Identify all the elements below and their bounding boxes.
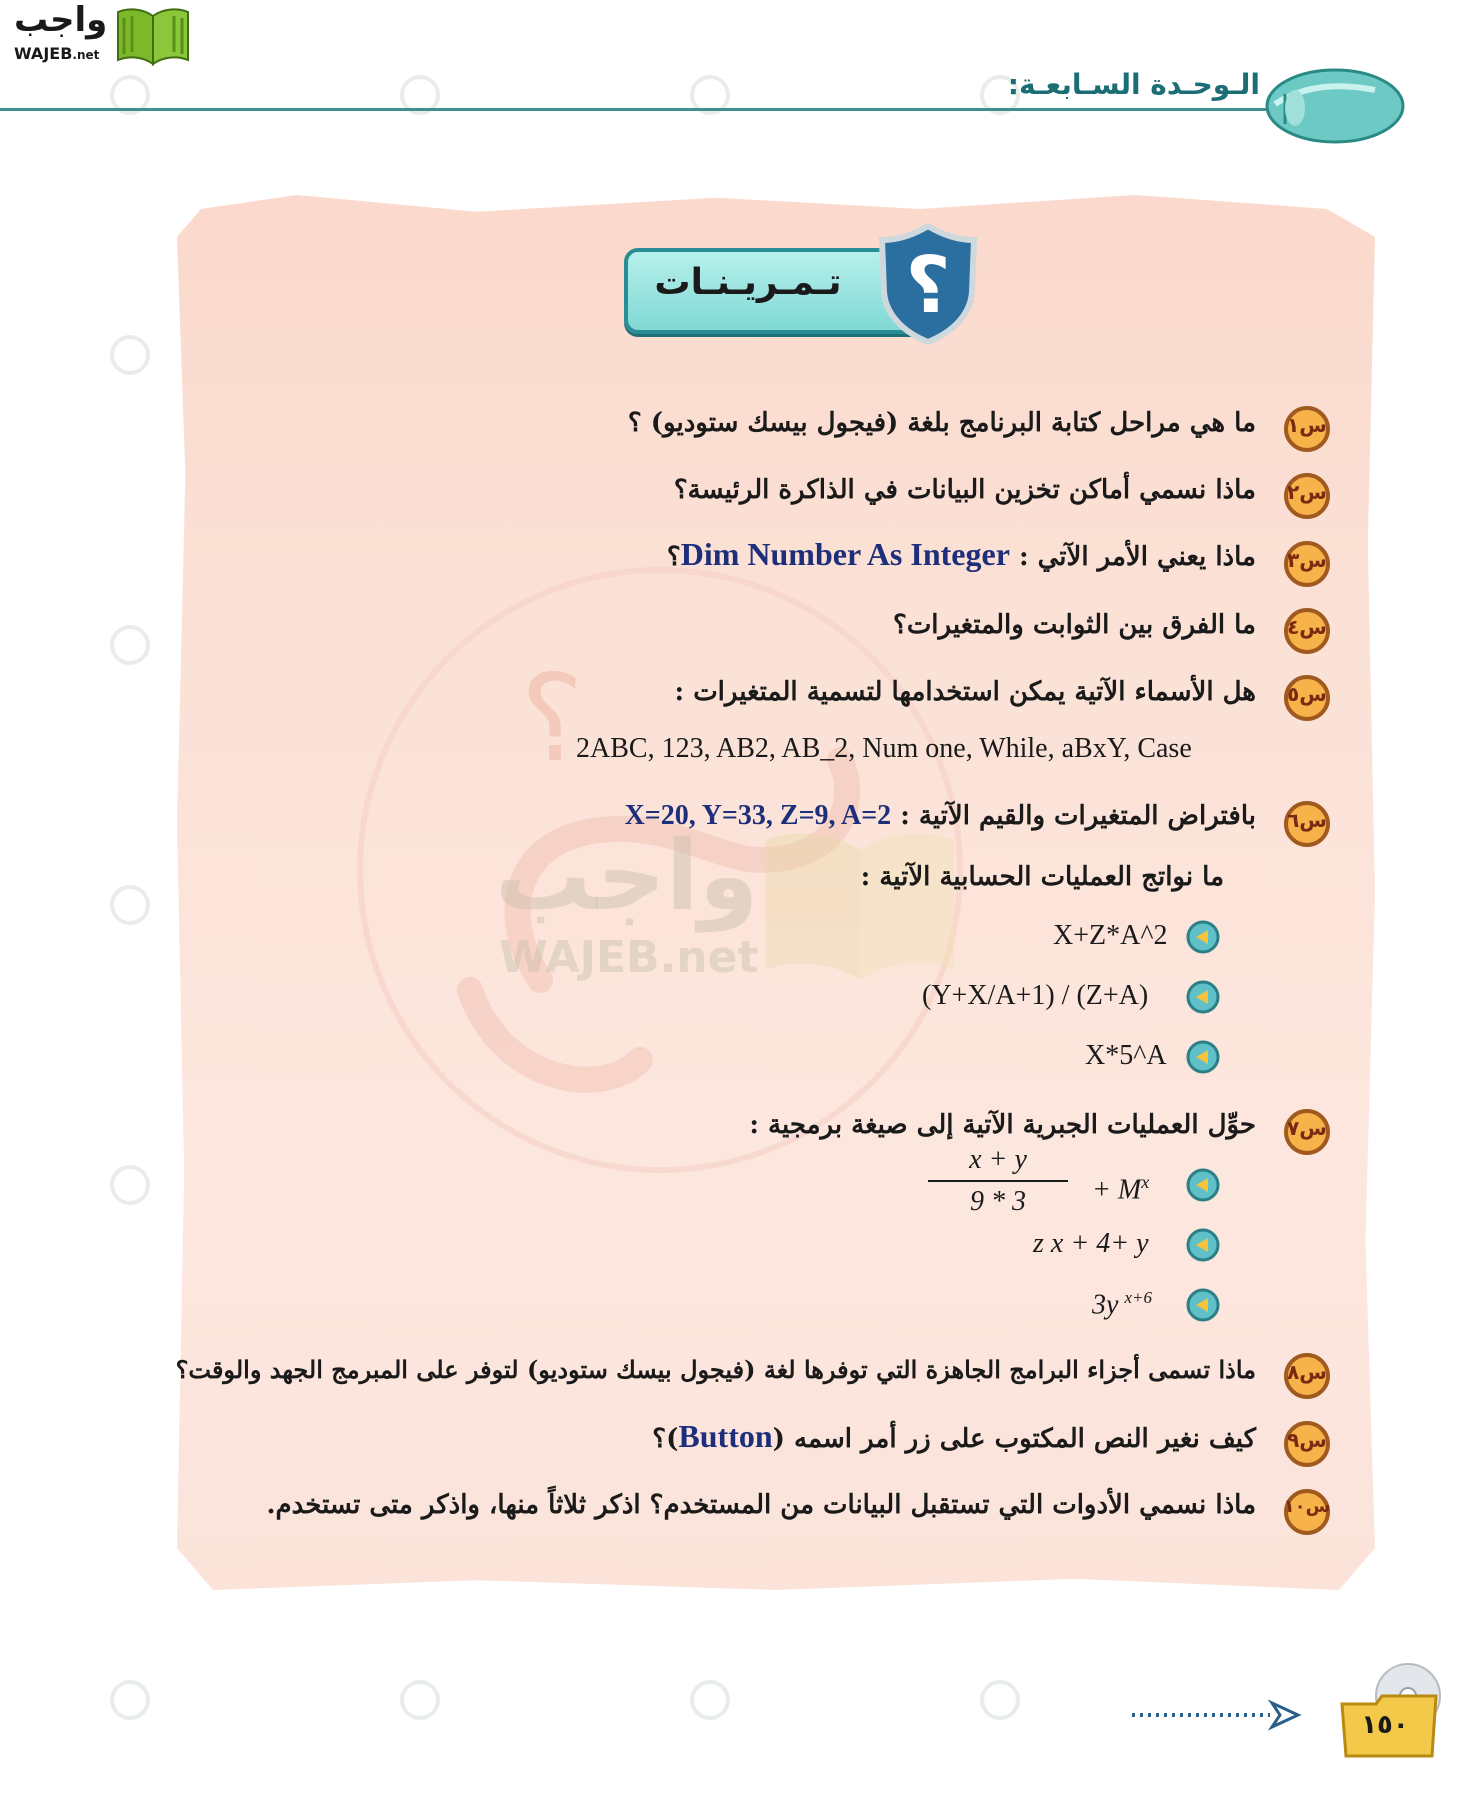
computer-mouse-icon: [1255, 64, 1405, 148]
wajeb-logo: [12, 0, 192, 66]
bullet-arrow-icon: [1186, 1288, 1220, 1322]
question-badge-label: س١: [1287, 413, 1327, 437]
bullet-arrow-icon: [1186, 1168, 1220, 1202]
button-keyword: Button: [678, 1418, 773, 1454]
dotted-arrow-icon: [1130, 1695, 1310, 1735]
question-10-text: ماذا نسمي الأدوات التي تستقبل البيانات من المستخدم؟ اذكر ثلاثاً منها، واذكر متى تستخدم.: [266, 1490, 1256, 1520]
expression-plus-m: + $M^x$: [1092, 1172, 1150, 1206]
center-watermark: [495, 820, 775, 1000]
question-6-subtext: ما نواتج العمليات الحسابية الآتية :: [860, 862, 1224, 892]
question-badge-label: س٣: [1287, 548, 1327, 572]
question-badge-label: س٦: [1287, 808, 1327, 832]
question-4-text: ما الفرق بين الثوابت والمتغيرات؟: [893, 610, 1256, 640]
variable-values: X=20, Y=33, Z=9, A=2: [624, 800, 892, 831]
bullet-arrow-icon: [1186, 980, 1220, 1014]
logo-english-text: WAJEB.net: [14, 44, 100, 63]
dim-statement-code: Dim Number As Integer: [680, 536, 1010, 572]
question-9-text: كيف نغير النص المكتوب على زر أمر اسمه (Button)؟: [652, 1418, 1256, 1454]
question-badge-label: س٥: [1287, 682, 1327, 706]
question-6-text: بافتراض المتغيرات والقيم الآتية : X=20, Y=33, Z=9, A=2: [624, 800, 1256, 831]
bullet-arrow-icon: [1186, 920, 1220, 954]
bullet-arrow-icon: [1186, 1040, 1220, 1074]
watermark-arabic: واجب: [495, 820, 759, 932]
unit-title: الـوحـدة السـابعـة:: [1007, 68, 1260, 101]
exercises-title: تـمـريـنـات: [654, 262, 842, 303]
logo-arabic-text: واجب: [14, 0, 108, 40]
expression-3: X*5^A: [1085, 1040, 1167, 1071]
question-badge-label: س٩: [1287, 1428, 1327, 1452]
question-7-text: حوِّل العمليات الجبرية الآتية إلى صيغة برمجية :: [749, 1110, 1256, 1140]
fraction-bar: [928, 1180, 1068, 1182]
watermark-book-icon: [760, 830, 960, 980]
question-badge-label: س٧: [1287, 1116, 1327, 1140]
question-2-text: ماذا نسمي أماكن تخزين البيانات في الذاكرة الرئيسة؟: [673, 475, 1256, 505]
bullet-arrow-icon: [1186, 1228, 1220, 1262]
page-number: ١٥٠: [1361, 1710, 1409, 1740]
fraction-denominator: 9 * 3: [970, 1186, 1026, 1217]
svg-text:؟: ؟: [905, 241, 951, 331]
variable-names-list: 2ABC, 123, AB2, AB_2, Num one, While, aBxY, Case: [576, 733, 1192, 764]
book-icon: [114, 4, 192, 66]
expression-1: X+Z*A^2: [1053, 920, 1168, 951]
header-rule: [0, 108, 1300, 111]
expression-zx: z x + 4+ y: [1033, 1228, 1149, 1259]
question-badge-label: س٨: [1287, 1360, 1327, 1384]
question-shield-icon: [878, 222, 978, 346]
svg-text:؟: ؟: [520, 650, 584, 789]
question-badge-label: س٢: [1287, 480, 1327, 504]
watermark-english: WAJEB.net: [499, 932, 759, 983]
question-5-text: هل الأسماء الآتية يمكن استخدامها لتسمية المتغيرات :: [674, 677, 1256, 707]
expression-3y-power: 3y $^{x+6}$: [1092, 1288, 1152, 1321]
question-badge-label: س٤: [1287, 615, 1327, 639]
question-1-text: ما هي مراحل كتابة البرنامج بلغة (فيجول بيسك ستوديو) ؟: [627, 408, 1256, 438]
question-3-text: ماذا يعني الأمر الآتي : Dim Number As Integer؟: [666, 536, 1256, 572]
expression-2: (Y+X/A+1) / (Z+A): [922, 980, 1149, 1011]
question-badge-label: س١٠: [1283, 1496, 1331, 1517]
fraction-expression: [928, 1144, 1068, 1218]
question-8-text: ماذا تسمى أجزاء البرامج الجاهزة التي توفرها لغة (فيجول بيسك ستوديو) لتوفر على المبرمج الجهد والوقت؟: [175, 1355, 1256, 1384]
fraction-numerator: x + y: [969, 1144, 1027, 1175]
